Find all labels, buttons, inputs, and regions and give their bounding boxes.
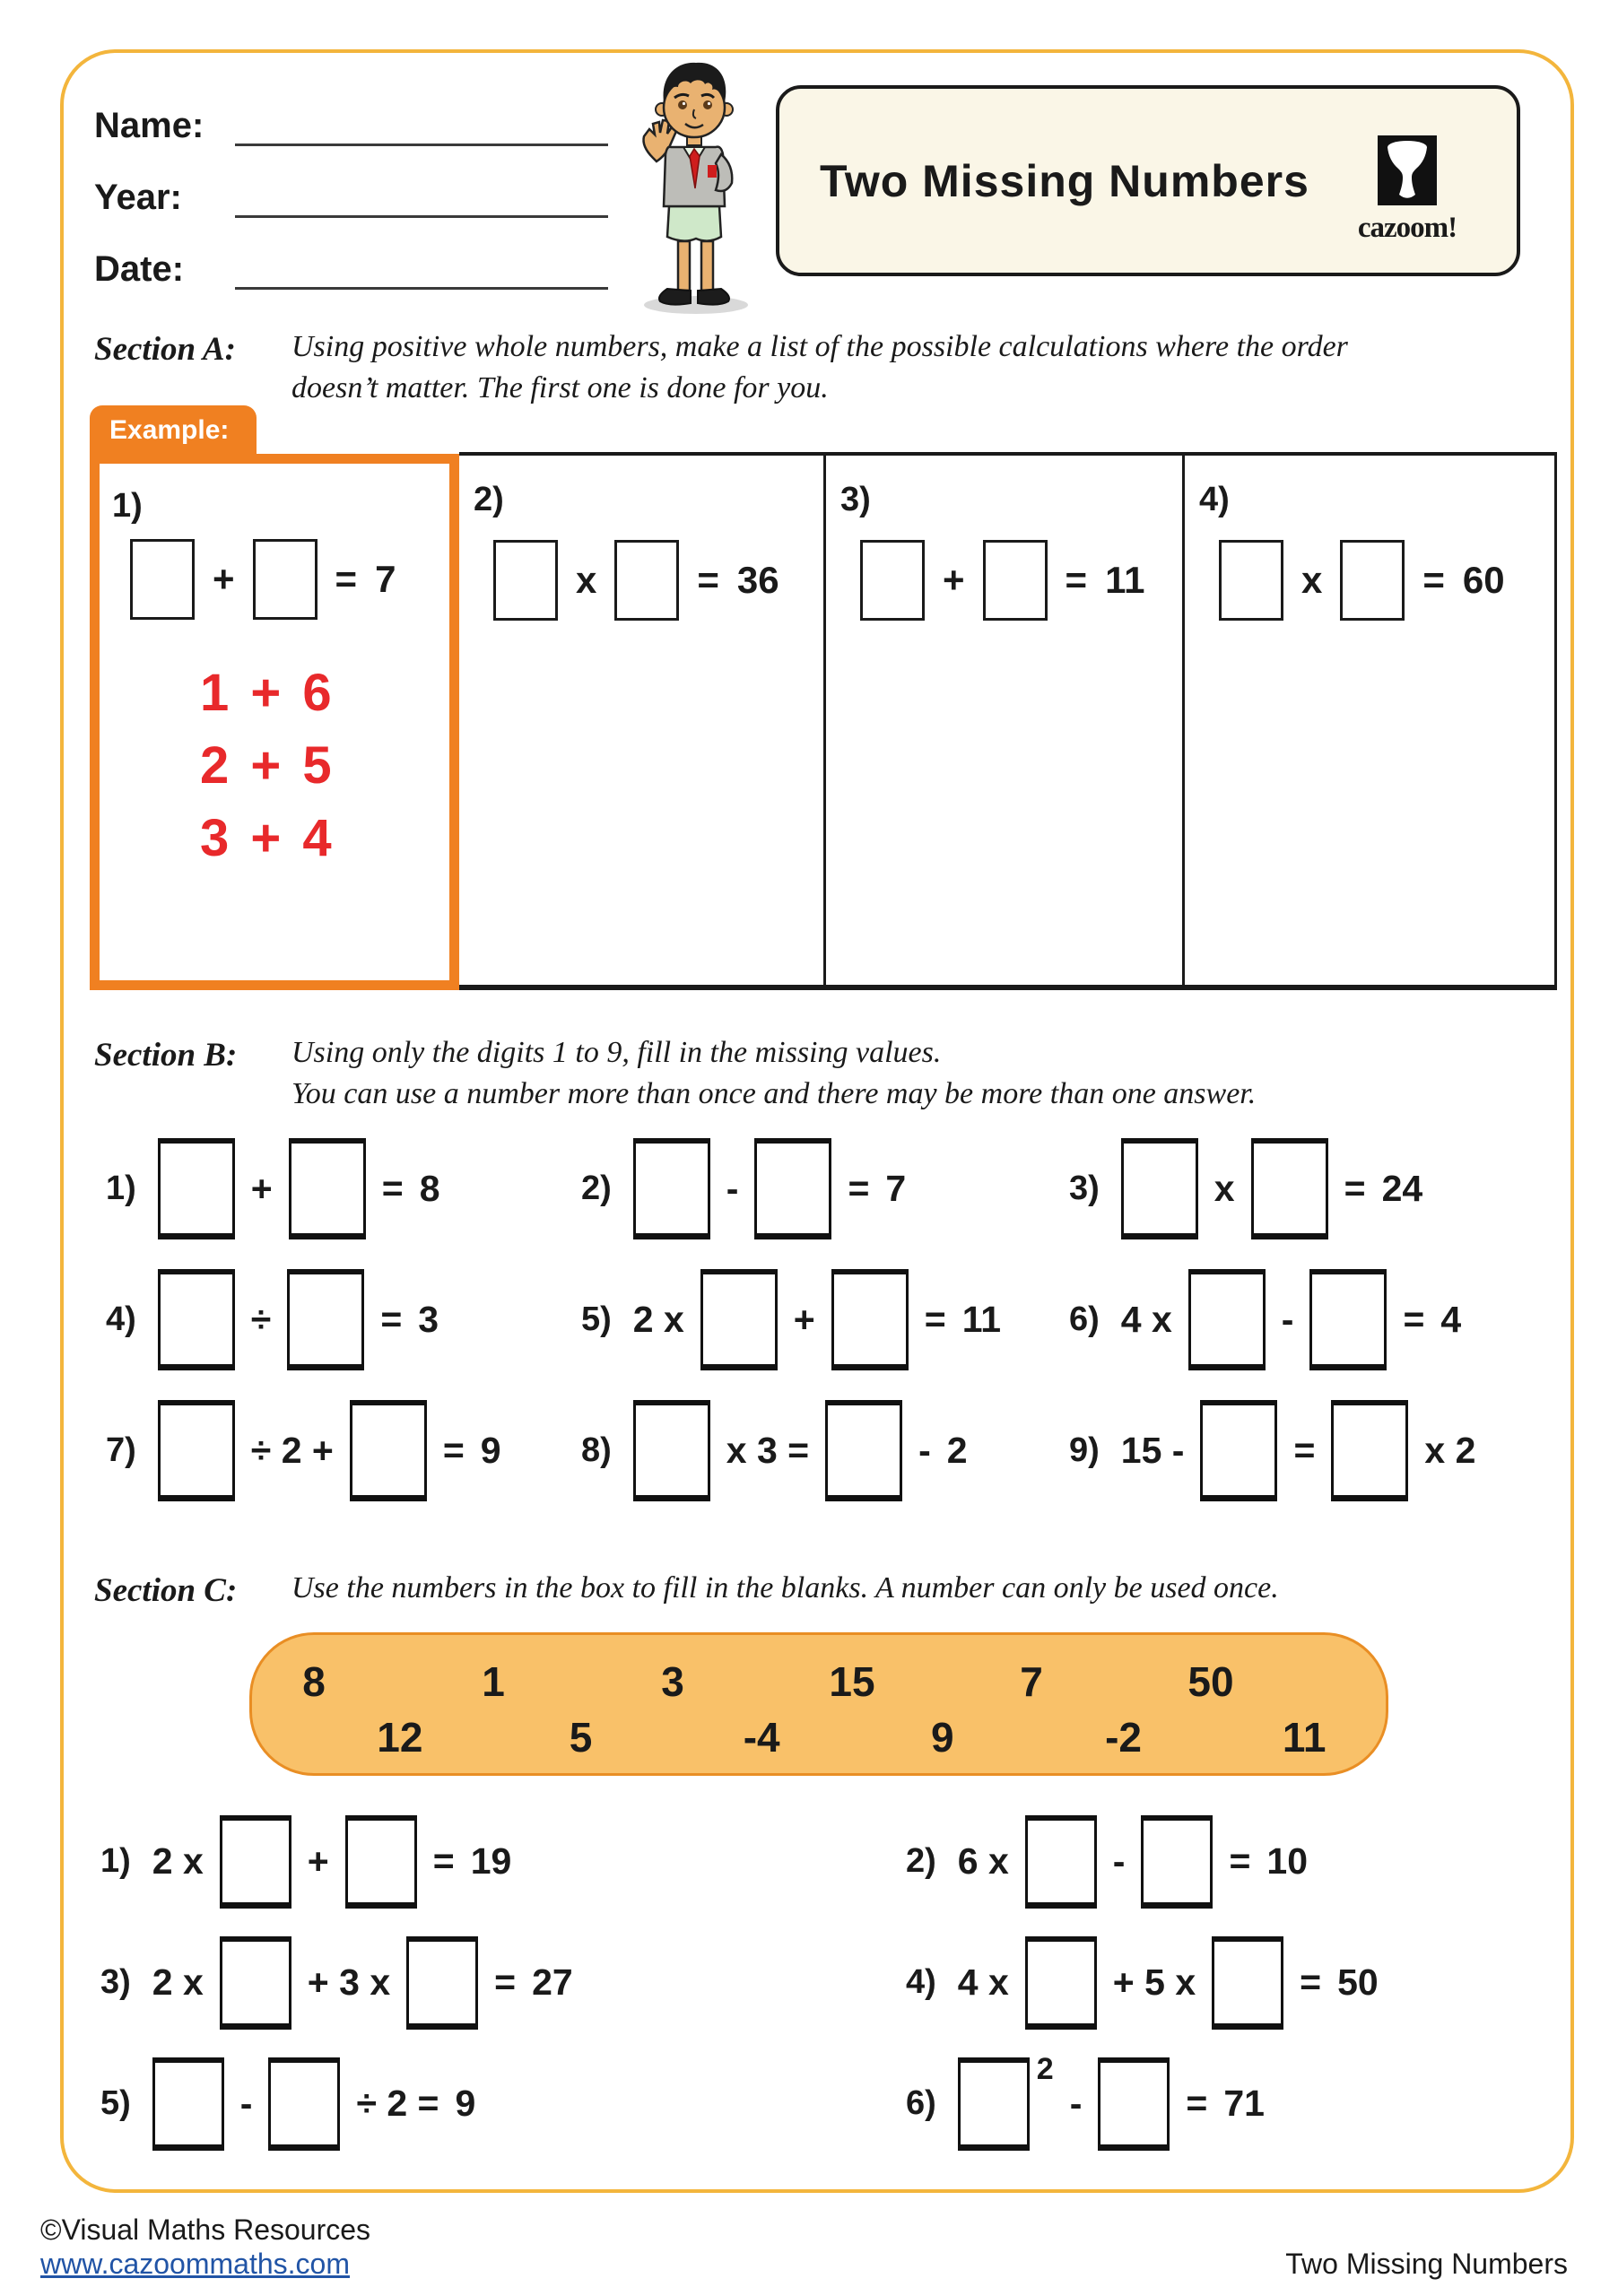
equation-text: = bbox=[1403, 1299, 1425, 1340]
equation-text: = bbox=[848, 1168, 870, 1209]
problem-number: 2) bbox=[906, 1842, 936, 1880]
example-tab: Example: bbox=[90, 405, 257, 456]
cazoom-drum-icon bbox=[1378, 135, 1437, 205]
equation-text: 71 bbox=[1223, 2083, 1265, 2124]
cazoom-logo bbox=[1335, 135, 1479, 245]
footer-title: Two Missing Numbers bbox=[1285, 2248, 1568, 2280]
equation-text: 24 bbox=[1381, 1168, 1423, 1209]
bank-number: -4 bbox=[743, 1714, 780, 1761]
year-line[interactable] bbox=[235, 215, 608, 218]
answer-box[interactable] bbox=[1025, 1815, 1097, 1909]
equation bbox=[633, 1138, 906, 1239]
equation-text: - bbox=[1112, 1840, 1126, 1882]
equation-text: = bbox=[1186, 2083, 1208, 2124]
equation-text: 3 bbox=[418, 1299, 439, 1340]
equation bbox=[158, 1269, 439, 1370]
website-link[interactable]: www.cazoommaths.com bbox=[40, 2248, 350, 2280]
equation bbox=[860, 540, 1144, 621]
answer-box[interactable] bbox=[614, 540, 679, 621]
problem-number: 8) bbox=[581, 1431, 612, 1469]
equation-text: 2 x bbox=[632, 1299, 684, 1340]
answer-box[interactable] bbox=[253, 539, 318, 620]
answer-box[interactable] bbox=[1219, 540, 1283, 621]
table-border-right bbox=[1554, 452, 1557, 988]
equation-text: 4 bbox=[1440, 1299, 1462, 1340]
equation-text: 4 x bbox=[1120, 1299, 1172, 1340]
equation-text: + 3 x bbox=[307, 1961, 391, 2003]
equation-text: - bbox=[726, 1168, 739, 1209]
answer-box[interactable] bbox=[633, 1138, 710, 1239]
answer-box[interactable] bbox=[1025, 1936, 1097, 2030]
answer-box[interactable] bbox=[1251, 1138, 1328, 1239]
title-box bbox=[776, 85, 1520, 276]
equation-text: = bbox=[1422, 559, 1445, 601]
section-a-instruction-1: Using positive whole numbers, make a list of the possible calculations where the order bbox=[291, 330, 1348, 363]
equation-text: = bbox=[335, 558, 358, 600]
equation-text: = bbox=[381, 1168, 404, 1209]
bank-number: 3 bbox=[661, 1658, 684, 1705]
equation bbox=[158, 1400, 501, 1501]
answer-box[interactable] bbox=[1098, 2057, 1170, 2151]
answer-box[interactable] bbox=[1212, 1936, 1283, 2030]
bank-number: 12 bbox=[377, 1714, 423, 1761]
problem-number: 5) bbox=[581, 1300, 612, 1338]
equation-text: - bbox=[1069, 2083, 1083, 2124]
bank-number: 8 bbox=[302, 1658, 326, 1705]
section-a-label: Section A: bbox=[94, 331, 236, 368]
problem-number: 4) bbox=[1199, 481, 1230, 518]
equation-text: x bbox=[1214, 1168, 1235, 1209]
equation bbox=[633, 1269, 1001, 1370]
section-b-instruction-1: Using only the digits 1 to 9, fill in the missing values. bbox=[291, 1036, 942, 1069]
equation-text: 9 bbox=[455, 2083, 476, 2124]
equation-text: ÷ 2 + bbox=[250, 1430, 334, 1471]
answer-box[interactable] bbox=[158, 1269, 235, 1370]
equation-text: = bbox=[697, 559, 719, 601]
problem-a3 bbox=[826, 454, 1182, 990]
answer-box[interactable] bbox=[958, 2057, 1030, 2151]
problem-c1 bbox=[100, 1814, 511, 1909]
problem-b3 bbox=[1069, 1137, 1422, 1240]
equation bbox=[1121, 1269, 1461, 1370]
answer-box[interactable] bbox=[268, 2057, 340, 2151]
section-b-instruction-2: You can use a number more than once and there may be more than one answer. bbox=[291, 1077, 1257, 1110]
answer-box[interactable] bbox=[220, 1815, 291, 1909]
answer-box[interactable] bbox=[1309, 1269, 1387, 1370]
year-label: Year: bbox=[94, 178, 182, 217]
bank-number: 7 bbox=[1020, 1658, 1043, 1705]
equation-text: - bbox=[1281, 1299, 1294, 1340]
example-answer: 2 + 5 bbox=[200, 736, 335, 795]
equation-text: + bbox=[943, 559, 965, 601]
equation-text: = bbox=[1229, 1840, 1251, 1882]
problem-c4 bbox=[906, 1935, 1379, 2030]
equation-text: 11 bbox=[1105, 559, 1145, 601]
bank-number: 11 bbox=[1282, 1714, 1327, 1761]
equation-text: = bbox=[1344, 1168, 1366, 1209]
equation-text: 2 x bbox=[152, 1961, 204, 2003]
equation bbox=[152, 2057, 476, 2151]
problem-number: 1) bbox=[100, 1842, 131, 1880]
equation-text: ÷ bbox=[250, 1299, 272, 1340]
equation-text: x bbox=[1301, 559, 1323, 601]
equation-text: = bbox=[380, 1299, 403, 1340]
example-answers bbox=[200, 663, 335, 868]
problem-c6 bbox=[906, 2051, 1265, 2151]
equation-text: 36 bbox=[736, 559, 779, 601]
section-b-label: Section B: bbox=[94, 1037, 238, 1074]
copyright-text: ©Visual Maths Resources bbox=[40, 2213, 371, 2246]
equation-text: 8 bbox=[419, 1168, 440, 1209]
answer-box[interactable] bbox=[350, 1400, 427, 1501]
answer-box[interactable] bbox=[130, 539, 195, 620]
equation-text: 10 bbox=[1266, 1840, 1309, 1882]
answer-box[interactable] bbox=[1340, 540, 1405, 621]
answer-box[interactable] bbox=[1331, 1400, 1408, 1501]
problem-b9 bbox=[1069, 1399, 1475, 1502]
equation bbox=[958, 1815, 1308, 1909]
equation-text: ÷ 2 = bbox=[356, 2083, 439, 2124]
example-box bbox=[90, 454, 459, 990]
equation-text: 7 bbox=[375, 558, 396, 600]
equation-text: x bbox=[576, 559, 597, 601]
answer-box[interactable] bbox=[831, 1269, 909, 1370]
equation-text: + bbox=[213, 558, 235, 600]
equation bbox=[130, 539, 396, 620]
equation-text: 4 x bbox=[957, 1961, 1009, 2003]
equation-text: + bbox=[307, 1840, 329, 1882]
number-bank-row-1 bbox=[224, 1657, 1300, 1706]
equation-text: x 3 = bbox=[726, 1430, 810, 1471]
equation-text: 9 bbox=[480, 1430, 501, 1471]
answer-box[interactable] bbox=[158, 1400, 235, 1501]
problem-c3 bbox=[100, 1935, 573, 2030]
equation-text: 7 bbox=[885, 1168, 907, 1209]
equation-text: 11 bbox=[961, 1299, 1002, 1340]
answer-box[interactable] bbox=[1188, 1269, 1266, 1370]
problem-b2 bbox=[581, 1137, 906, 1240]
bank-number: 50 bbox=[1187, 1658, 1234, 1705]
problem-number: 2) bbox=[581, 1170, 612, 1207]
equation-text: 6 x bbox=[957, 1840, 1009, 1882]
problem-number: 3) bbox=[840, 481, 871, 518]
problem-number: 6) bbox=[906, 2084, 936, 2122]
equation-text: 2 x bbox=[152, 1840, 204, 1882]
answer-box[interactable] bbox=[1200, 1400, 1277, 1501]
equation-text: = bbox=[924, 1299, 946, 1340]
bank-number: 1 bbox=[482, 1658, 505, 1705]
problem-number: 4) bbox=[906, 1963, 936, 2001]
problem-b7 bbox=[106, 1399, 501, 1502]
section-c-label: Section C: bbox=[94, 1572, 238, 1609]
equation bbox=[1121, 1138, 1422, 1239]
date-label: Date: bbox=[94, 249, 185, 289]
section-a-instruction-2: doesn’t matter. The first one is done for you. bbox=[291, 371, 829, 404]
equation-text: 19 bbox=[470, 1840, 512, 1882]
problem-number: 4) bbox=[106, 1300, 136, 1338]
equation-text: = bbox=[442, 1430, 465, 1471]
problem-number: 1) bbox=[112, 487, 143, 525]
equation-text: 60 bbox=[1462, 559, 1505, 601]
problem-number: 7) bbox=[106, 1431, 136, 1469]
equation-text: - bbox=[239, 2083, 253, 2124]
equation-text: 15 - bbox=[1120, 1430, 1185, 1471]
equation-text: 27 bbox=[532, 1961, 573, 2003]
equation-text: = bbox=[432, 1840, 455, 1882]
answer-box[interactable] bbox=[983, 540, 1048, 621]
problem-b8 bbox=[581, 1399, 968, 1502]
answer-box[interactable] bbox=[700, 1269, 778, 1370]
name-label: Name: bbox=[94, 106, 204, 145]
equation-text: x 2 bbox=[1424, 1430, 1476, 1471]
problem-b4 bbox=[106, 1268, 439, 1371]
problem-b6 bbox=[1069, 1268, 1461, 1371]
equation-text: + 5 x bbox=[1112, 1961, 1196, 2003]
problem-b5 bbox=[581, 1268, 1001, 1371]
problem-b1 bbox=[106, 1137, 440, 1240]
problem-c5 bbox=[100, 2057, 475, 2151]
equation-text: - bbox=[918, 1430, 931, 1471]
problem-c2 bbox=[906, 1814, 1308, 1909]
problem-number: 9) bbox=[1069, 1431, 1100, 1469]
date-line[interactable] bbox=[235, 287, 608, 290]
equation-text: 50 bbox=[1337, 1961, 1379, 2003]
answer-box[interactable] bbox=[289, 1138, 366, 1239]
section-c-instruction: Use the numbers in the box to fill in the blanks. A number can only be used once. bbox=[291, 1571, 1279, 1605]
answer-box[interactable] bbox=[825, 1400, 902, 1501]
answer-box[interactable] bbox=[158, 1138, 235, 1239]
equation bbox=[958, 2051, 1265, 2151]
problem-number: 2) bbox=[474, 481, 504, 518]
problem-a4 bbox=[1185, 454, 1554, 990]
number-bank-row-2 bbox=[309, 1713, 1395, 1761]
answer-box[interactable] bbox=[345, 1815, 417, 1909]
answer-box[interactable] bbox=[493, 540, 558, 621]
equation bbox=[1219, 540, 1505, 621]
answer-box[interactable] bbox=[1141, 1815, 1213, 1909]
equation-text: = bbox=[1065, 559, 1088, 601]
bank-number: 5 bbox=[569, 1714, 593, 1761]
problem-number: 6) bbox=[1069, 1300, 1100, 1338]
example-answer: 3 + 4 bbox=[200, 809, 335, 867]
example-answer: 1 + 6 bbox=[200, 664, 335, 722]
exponent-text: 2 bbox=[1036, 2051, 1054, 2086]
answer-box[interactable] bbox=[287, 1269, 364, 1370]
bank-number: -2 bbox=[1105, 1714, 1142, 1761]
answer-box[interactable] bbox=[754, 1138, 831, 1239]
bank-number: 15 bbox=[829, 1658, 875, 1705]
equation bbox=[1121, 1400, 1476, 1501]
equation bbox=[158, 1138, 440, 1239]
equation-text: 2 bbox=[946, 1430, 968, 1471]
problem-a2 bbox=[459, 454, 823, 990]
problem-number: 3) bbox=[100, 1963, 131, 2001]
bank-number: 9 bbox=[931, 1714, 954, 1761]
equation bbox=[152, 1936, 573, 2030]
equation-text: + bbox=[793, 1299, 815, 1340]
answer-box[interactable] bbox=[860, 540, 925, 621]
answer-box[interactable] bbox=[152, 2057, 224, 2151]
problem-number: 1) bbox=[106, 1170, 136, 1207]
equation bbox=[633, 1400, 968, 1501]
equation bbox=[152, 1815, 512, 1909]
equation bbox=[493, 540, 779, 621]
equation-text: = bbox=[494, 1961, 517, 2003]
answer-box[interactable] bbox=[1121, 1138, 1198, 1239]
answer-box[interactable] bbox=[633, 1400, 710, 1501]
problem-number: 5) bbox=[100, 2084, 131, 2122]
worksheet-title: Two Missing Numbers bbox=[820, 155, 1309, 206]
equation-text: = bbox=[1293, 1430, 1316, 1471]
cazoom-logo-text: cazoom! bbox=[1357, 212, 1457, 244]
boy-cartoon-image bbox=[615, 57, 770, 324]
equation-text: = bbox=[1300, 1961, 1322, 2003]
answer-box[interactable] bbox=[220, 1936, 291, 2030]
equation-text: + bbox=[250, 1168, 273, 1209]
answer-box[interactable] bbox=[406, 1936, 478, 2030]
problem-number: 3) bbox=[1069, 1170, 1100, 1207]
name-line[interactable] bbox=[235, 144, 608, 146]
equation bbox=[958, 1936, 1379, 2030]
